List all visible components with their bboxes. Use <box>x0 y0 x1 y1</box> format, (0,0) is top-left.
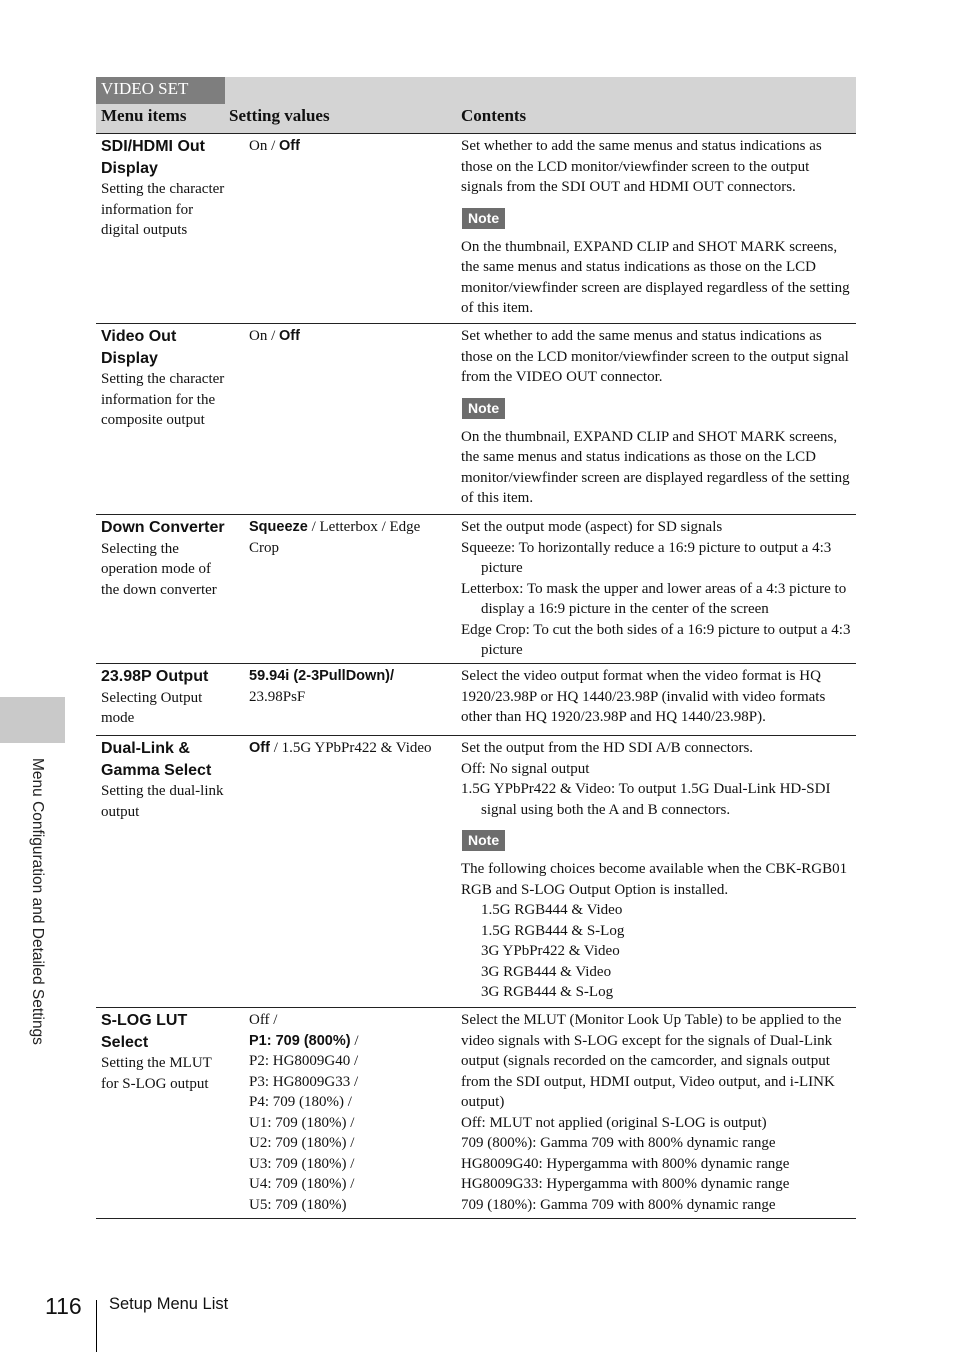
contents-cell <box>461 666 853 728</box>
contents-cell <box>461 136 853 319</box>
contents-paragraph: 3G YPbPr422 & Video <box>481 943 620 959</box>
video-set-table <box>96 77 856 1219</box>
section-title: VIDEO SET <box>96 77 225 104</box>
contents-paragraph: Off: MLUT not applied (original S-LOG is output) <box>461 1114 767 1131</box>
setting-value: Off <box>279 328 300 344</box>
table-body <box>96 134 856 1219</box>
setting-value: / <box>390 668 395 684</box>
setting-values-cell <box>249 136 454 157</box>
contents-cell <box>461 326 853 509</box>
menu-item-name: Dual-Link & Gamma Select <box>101 740 212 779</box>
setting-value: / <box>267 138 280 154</box>
menu-item-description: Setting the character information for digital outputs <box>101 181 225 238</box>
setting-values-cell <box>249 326 454 347</box>
menu-item-name: SDI/HDMI Out Display <box>101 138 205 177</box>
header-setting-values: Setting values <box>229 106 330 125</box>
contents-paragraph: Select the video output format when the video format is HQ 1920/23.98P or HQ 1440/23.98P (invalid with video formats other than HQ 1920/23.98P and HQ 1440/23.98P). <box>461 668 826 725</box>
table-row <box>96 1008 856 1219</box>
menu-item-name: S-LOG LUT Select <box>101 1012 188 1051</box>
setting-value: / <box>350 1032 359 1049</box>
setting-values-cell <box>249 738 454 759</box>
menu-item-name: Down Converter <box>101 519 225 536</box>
contents-paragraph: Set the output mode (aspect) for SD signals <box>461 519 723 535</box>
menu-item-cell <box>101 136 226 241</box>
contents-paragraph: 3G RGB444 & S-Log <box>481 984 614 1000</box>
menu-item-name: Video Out Display <box>101 328 177 367</box>
setting-values-cell <box>249 666 454 707</box>
note-badge: Note <box>462 398 505 419</box>
contents-paragraph: Off: No signal output <box>461 760 590 777</box>
menu-item-description: Setting the dual-link output <box>101 783 224 820</box>
footer-divider <box>96 1300 97 1352</box>
contents-paragraph: 1.5G YPbPr422 & Video: To output 1.5G Dual-Link HD-SDI signal using both the A and B connectors. <box>461 781 831 818</box>
contents-paragraph: 3G RGB444 & Video <box>481 963 612 980</box>
setting-value: / <box>267 328 280 344</box>
menu-item-cell <box>101 1010 226 1094</box>
setting-value: 23.98PsF <box>249 688 306 705</box>
contents-paragraph: Set whether to add the same menus and status indications as those on the LCD monitor/viewfinder screen to the output signal from the VIDEO OUT connector. <box>461 328 849 385</box>
chapter-tab <box>0 697 65 743</box>
menu-item-description: Setting the character information for the composite output <box>101 371 225 428</box>
setting-value: U1: 709 (180%) / <box>249 1114 355 1131</box>
contents-cell <box>461 738 853 1003</box>
table-row <box>96 134 856 324</box>
menu-item-cell <box>101 666 226 729</box>
contents-cell <box>461 517 853 661</box>
header-menu-items: Menu items <box>101 106 187 125</box>
menu-item-cell <box>101 738 226 822</box>
contents-paragraph: The following choices become available when the CBK-RGB01 RGB and S-LOG Output Option is installed. <box>461 861 848 898</box>
header-contents: Contents <box>461 106 527 125</box>
contents-paragraph: 1.5G RGB444 & Video <box>481 902 623 918</box>
contents-paragraph: Edge Crop: To cut the both sides of a 16:9 picture to output a 4:3 picture <box>461 621 851 658</box>
contents-paragraph: Letterbox: To mask the upper and lower areas of a 4:3 picture to display a 16:9 picture in the center of the screen <box>461 580 847 617</box>
setting-values-cell <box>249 517 454 558</box>
setting-value: U3: 709 (180%) / <box>249 1155 355 1172</box>
setting-value: U5: 709 (180%) <box>249 1196 347 1213</box>
contents-paragraph: Select the MLUT (Monitor Look Up Table) to be applied to the video signals with S-LOG except for the signals of Dual-Link output (signals recorded on the camcorder, and signals output from the SDI output, HDMI output, Video output, and i-LINK output) <box>461 1012 842 1110</box>
setting-value: 59.94i (2-3PullDown) <box>249 668 391 684</box>
menu-item-name: 23.98P Output <box>101 668 209 685</box>
setting-value: P3: HG8009G33 / <box>249 1073 359 1090</box>
setting-value: / Letterbox / Edge Crop <box>249 519 421 556</box>
setting-value: P4: 709 (180%) / <box>249 1094 352 1110</box>
footer-section-title: Setup Menu List <box>109 1295 229 1313</box>
contents-paragraph: On the thumbnail, EXPAND CLIP and SHOT MARK screens, the same menus and status indications as those on the LCD monitor/viewfinder screen are displayed regardless of the setting of this item. <box>461 238 850 316</box>
setting-value: On <box>249 328 268 344</box>
table-row <box>96 736 856 1008</box>
contents-paragraph: 709 (180%): Gamma 709 with 800% dynamic range <box>461 1196 776 1213</box>
setting-value: On <box>249 138 268 154</box>
setting-value: P2: HG8009G40 / <box>249 1053 359 1069</box>
setting-value: Squeeze <box>249 519 308 535</box>
setting-value: Off / <box>249 1012 278 1028</box>
menu-item-description: Selecting the operation mode of the down converter <box>101 540 217 598</box>
setting-value: U2: 709 (180%) / <box>249 1135 355 1151</box>
chapter-tab-label: Menu Configuration and Detailed Settings <box>29 758 46 1045</box>
setting-value: / 1.5G YPbPr422 & Video <box>269 740 432 756</box>
contents-paragraph: HG8009G40: Hypergamma with 800% dynamic range <box>461 1155 790 1172</box>
table-header <box>96 77 856 134</box>
menu-item-description: Selecting Output mode <box>101 689 203 726</box>
menu-item-cell <box>101 326 226 431</box>
setting-value: Off <box>249 740 270 756</box>
setting-value: U4: 709 (180%) / <box>249 1176 355 1192</box>
setting-values-cell <box>249 1010 454 1215</box>
setting-value: Off <box>279 138 300 154</box>
table-row <box>96 664 856 736</box>
contents-paragraph: Set whether to add the same menus and status indications as those on the LCD monitor/viewfinder screen to the output signals from the SDI OUT and HDMI OUT connectors. <box>461 138 822 195</box>
contents-paragraph: On the thumbnail, EXPAND CLIP and SHOT MARK screens, the same menus and status indications as those on the LCD monitor/viewfinder screen are displayed regardless of the setting of this item. <box>461 428 850 506</box>
setting-value: P1: 709 (800%) <box>249 1032 351 1049</box>
contents-paragraph: Squeeze: To horizontally reduce a 16:9 picture to output a 4:3 picture <box>461 539 832 576</box>
contents-cell <box>461 1010 853 1215</box>
contents-paragraph: HG8009G33: Hypergamma with 800% dynamic range <box>461 1176 790 1192</box>
menu-item-description: Setting the MLUT for S-LOG output <box>101 1055 212 1092</box>
page-number: 116 <box>45 1293 82 1319</box>
note-badge: Note <box>462 208 505 229</box>
contents-paragraph: Set the output from the HD SDI A/B connectors. <box>461 740 754 756</box>
note-badge: Note <box>462 830 505 851</box>
table-row <box>96 324 856 515</box>
contents-paragraph: 1.5G RGB444 & S-Log <box>481 922 625 939</box>
menu-item-cell <box>101 517 226 600</box>
contents-paragraph: 709 (800%): Gamma 709 with 800% dynamic range <box>461 1135 776 1151</box>
table-row <box>96 515 856 664</box>
